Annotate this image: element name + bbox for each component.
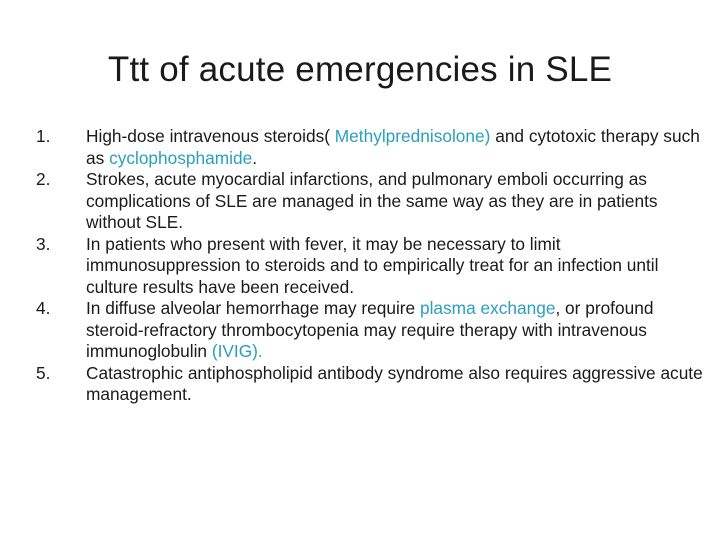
list-item-number: 5.: [36, 362, 51, 383]
list-item-number: 3.: [36, 233, 51, 254]
list-item-number: 1.: [36, 126, 51, 146]
list-item: [36, 363, 708, 406]
highlighted-term: plasma exchange: [419, 298, 556, 318]
text-run: Strokes, acute myocardial infarctions, and pulmonary emboli occurring as complications of SLE are managed in the same way as they are in patients without SLE.: [86, 169, 658, 232]
list-item-text: [86, 169, 658, 232]
text-run: .: [252, 147, 258, 168]
list-item: [36, 298, 708, 363]
list-item-text: [86, 126, 700, 168]
text-run: Catastrophic antiphospholipid antibody syndrome also requires aggressive acute management.: [86, 362, 703, 404]
numbered-list: [36, 126, 708, 406]
text-run: In diffuse alveolar hemorrhage may require: [86, 298, 420, 318]
highlighted-term: cyclophosphamide: [109, 147, 253, 168]
highlighted-term: (IVIG).: [211, 341, 263, 361]
text-run: , or profound steroid-refractory thrombocytopenia may require therapy with intravenous immunoglobulin: [86, 298, 654, 361]
list-item-number: 4.: [36, 298, 51, 318]
list-item-text: [86, 298, 653, 361]
list-item-text: [86, 234, 658, 297]
highlighted-term: Methylprednisolone): [334, 126, 491, 146]
list-item: [36, 126, 708, 169]
text-run: In patients who present with fever, it may be necessary to limit immunosuppression to steroids and to empirically treat for an infection until culture results have been received.: [86, 233, 659, 297]
slide-title: Ttt of acute emergencies in SLE: [107, 50, 613, 89]
text-run: High-dose intravenous steroids(: [86, 126, 335, 146]
text-run: and cytotoxic therapy such as: [86, 126, 700, 168]
list-item-number: 2.: [36, 169, 51, 189]
list-item: [36, 169, 708, 234]
list-item-text: [86, 363, 703, 405]
list-item: [36, 234, 708, 299]
